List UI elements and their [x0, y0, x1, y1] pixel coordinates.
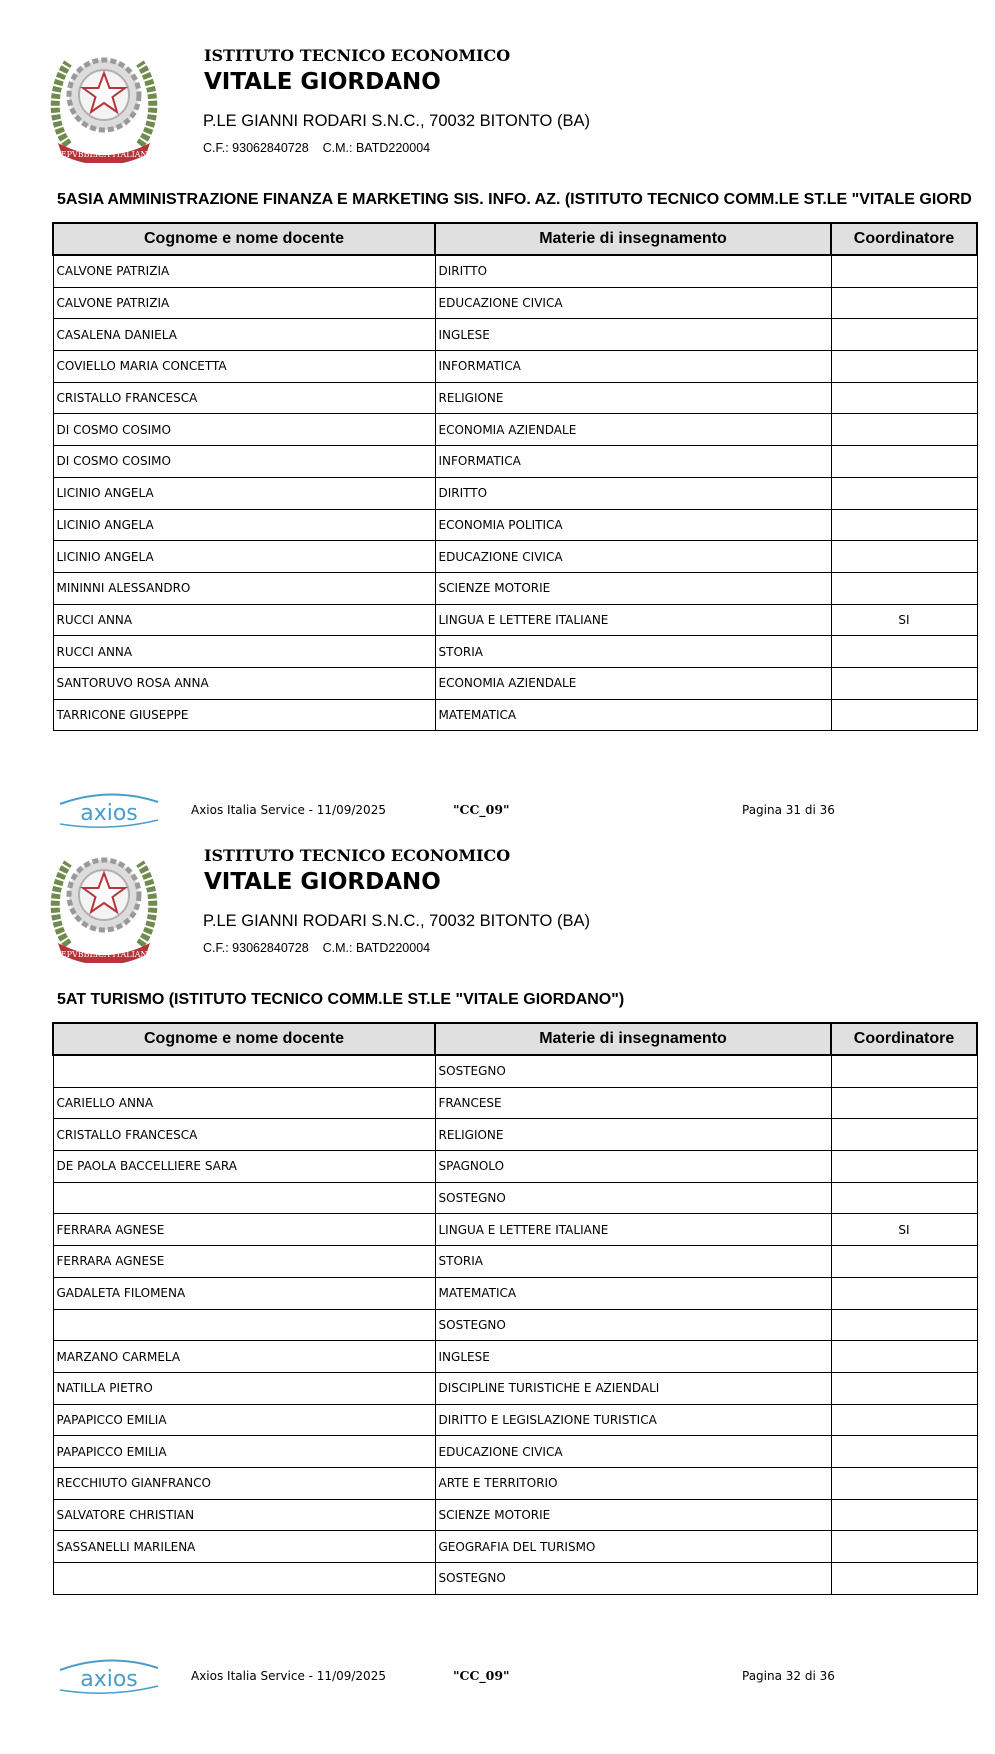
teacher-cell — [53, 1055, 435, 1087]
fiscal-code: C.F.: 93062840728 — [203, 141, 309, 155]
table-row — [53, 1436, 977, 1468]
coordinator-cell — [831, 1563, 977, 1595]
emblem-text: REPVBBLICA ITALIANA — [54, 950, 154, 959]
axios-logo-text: axios — [80, 1667, 138, 1692]
subject-cell: SOSTEGNO — [435, 1182, 831, 1214]
teacher-cell: RECCHIUTO GIANFRANCO — [53, 1467, 435, 1499]
teacher-cell: RUCCI ANNA — [53, 636, 435, 668]
teacher-cell: SASSANELLI MARILENA — [53, 1531, 435, 1563]
coordinator-cell — [831, 1372, 977, 1404]
coordinator-cell — [831, 1467, 977, 1499]
table-row — [53, 351, 977, 383]
coordinator-cell — [831, 446, 977, 478]
school-name: VITALE GIORDANO — [204, 69, 441, 95]
table-row — [53, 287, 977, 319]
table-row — [53, 1309, 977, 1341]
teacher-cell: COVIELLO MARIA CONCETTA — [53, 351, 435, 383]
coordinator-cell — [831, 699, 977, 731]
column-header-teacher: Cognome e nome docente — [53, 1023, 435, 1055]
coordinator-cell — [831, 477, 977, 509]
republic-emblem-icon — [48, 845, 160, 963]
subject-cell: DIRITTO — [435, 477, 831, 509]
coordinator-cell — [831, 1119, 977, 1151]
teacher-cell: SANTORUVO ROSA ANNA — [53, 667, 435, 699]
teacher-cell: LICINIO ANGELA — [53, 541, 435, 573]
column-header-coordinator: Coordinatore — [831, 1023, 977, 1055]
teacher-cell: DE PAOLA BACCELLIERE SARA — [53, 1151, 435, 1183]
subject-cell: FRANCESE — [435, 1087, 831, 1119]
table-row — [53, 382, 977, 414]
coordinator-cell — [831, 1246, 977, 1278]
column-header-coordinator: Coordinatore — [831, 223, 977, 255]
table-row — [53, 667, 977, 699]
mechanographic-code: C.M.: BATD220004 — [322, 141, 431, 155]
table-row — [53, 414, 977, 446]
table-row — [53, 1119, 977, 1151]
coordinator-cell — [831, 1531, 977, 1563]
subject-cell: SOSTEGNO — [435, 1309, 831, 1341]
mechanographic-code: C.M.: BATD220004 — [322, 941, 431, 955]
coordinator-cell — [831, 1309, 977, 1341]
subject-cell: LINGUA E LETTERE ITALIANE — [435, 1214, 831, 1246]
subject-cell: ECONOMIA AZIENDALE — [435, 414, 831, 446]
footer-service: Axios Italia Service - 11/09/2025 — [191, 803, 386, 817]
fiscal-code: C.F.: 93062840728 — [203, 941, 309, 955]
republic-emblem-icon — [48, 45, 160, 163]
table-row — [53, 699, 977, 731]
coordinator-cell — [831, 1087, 977, 1119]
axios-logo-icon — [52, 1656, 166, 1696]
table-row — [53, 1277, 977, 1309]
class-title: 5ASIA AMMINISTRAZIONE FINANZA E MARKETING SIS. INFO. AZ. (ISTITUTO TECNICO COMM.LE ST.LE "VITALE GIORD — [57, 191, 972, 208]
teacher-cell: DI COSMO COSIMO — [53, 446, 435, 478]
coordinator-cell — [831, 351, 977, 383]
table-header-row — [53, 223, 977, 255]
teacher-cell — [53, 1309, 435, 1341]
table-row — [53, 319, 977, 351]
coordinator-cell — [831, 1404, 977, 1436]
coordinator-cell — [831, 382, 977, 414]
school-codes — [203, 941, 430, 955]
table-row — [53, 604, 977, 636]
coordinator-cell — [831, 255, 977, 287]
school-address: P.LE GIANNI RODARI S.N.C., 70032 BITONTO (BA) — [203, 912, 590, 930]
table-row — [53, 255, 977, 287]
table-row — [53, 1531, 977, 1563]
teacher-cell: LICINIO ANGELA — [53, 477, 435, 509]
subject-cell: SOSTEGNO — [435, 1563, 831, 1595]
coordinator-cell — [831, 1182, 977, 1214]
subject-cell: RELIGIONE — [435, 382, 831, 414]
subject-cell: SCIENZE MOTORIE — [435, 572, 831, 604]
teacher-cell: CALVONE PATRIZIA — [53, 287, 435, 319]
table-row — [53, 541, 977, 573]
table-row — [53, 1182, 977, 1214]
coordinator-cell — [831, 1055, 977, 1087]
table-row — [53, 477, 977, 509]
table-row — [53, 1499, 977, 1531]
school-type: ISTITUTO TECNICO ECONOMICO — [204, 46, 511, 65]
axios-logo-text: axios — [80, 801, 138, 826]
coordinator-cell — [831, 667, 977, 699]
teacher-cell: MARZANO CARMELA — [53, 1341, 435, 1373]
teacher-cell: CARIELLO ANNA — [53, 1087, 435, 1119]
coordinator-cell — [831, 509, 977, 541]
table-row — [53, 1372, 977, 1404]
subject-cell: STORIA — [435, 636, 831, 668]
coordinator-cell — [831, 1277, 977, 1309]
teacher-cell: PAPAPICCO EMILIA — [53, 1404, 435, 1436]
teacher-cell: MININNI ALESSANDRO — [53, 572, 435, 604]
table-row — [53, 1214, 977, 1246]
coordinator-cell — [831, 287, 977, 319]
teacher-cell: SALVATORE CHRISTIAN — [53, 1499, 435, 1531]
table-row — [53, 572, 977, 604]
school-type: ISTITUTO TECNICO ECONOMICO — [204, 846, 511, 865]
footer-page-number: Pagina 32 di 36 — [742, 1669, 835, 1683]
footer-code: "CC_09" — [453, 1668, 510, 1683]
subject-cell: LINGUA E LETTERE ITALIANE — [435, 604, 831, 636]
coordinator-cell — [831, 1151, 977, 1183]
coordinator-cell — [831, 572, 977, 604]
subject-cell: SOSTEGNO — [435, 1055, 831, 1087]
subject-cell: ECONOMIA POLITICA — [435, 509, 831, 541]
table-header-row — [53, 1023, 977, 1055]
footer-code: "CC_09" — [453, 802, 510, 817]
table-row — [53, 509, 977, 541]
class-title: 5AT TURISMO (ISTITUTO TECNICO COMM.LE ST.LE "VITALE GIORDANO") — [57, 991, 625, 1008]
subject-cell: SCIENZE MOTORIE — [435, 1499, 831, 1531]
footer-service: Axios Italia Service - 11/09/2025 — [191, 1669, 386, 1683]
subject-cell: GEOGRAFIA DEL TURISMO — [435, 1531, 831, 1563]
teacher-cell: CALVONE PATRIZIA — [53, 255, 435, 287]
teacher-cell: GADALETA FILOMENA — [53, 1277, 435, 1309]
subject-cell: STORIA — [435, 1246, 831, 1278]
table-row — [53, 446, 977, 478]
teachers-table — [52, 1022, 978, 1595]
table-row — [53, 1246, 977, 1278]
coordinator-cell — [831, 1436, 977, 1468]
teacher-cell — [53, 1182, 435, 1214]
axios-logo-icon — [52, 790, 166, 830]
teacher-cell: FERRARA AGNESE — [53, 1246, 435, 1278]
school-address: P.LE GIANNI RODARI S.N.C., 70032 BITONTO (BA) — [203, 112, 590, 130]
table-row — [53, 1341, 977, 1373]
table-row — [53, 1467, 977, 1499]
subject-cell: EDUCAZIONE CIVICA — [435, 287, 831, 319]
teacher-cell — [53, 1563, 435, 1595]
subject-cell: INGLESE — [435, 319, 831, 351]
subject-cell: SPAGNOLO — [435, 1151, 831, 1183]
coordinator-cell — [831, 1499, 977, 1531]
teacher-cell: LICINIO ANGELA — [53, 509, 435, 541]
emblem-text: REPVBBLICA ITALIANA — [54, 150, 154, 159]
table-row — [53, 1055, 977, 1087]
subject-cell: DIRITTO E LEGISLAZIONE TURISTICA — [435, 1404, 831, 1436]
table-row — [53, 1563, 977, 1595]
table-row — [53, 1087, 977, 1119]
subject-cell: MATEMATICA — [435, 699, 831, 731]
coordinator-cell: SI — [831, 604, 977, 636]
school-name: VITALE GIORDANO — [204, 869, 441, 895]
teacher-cell: CRISTALLO FRANCESCA — [53, 1119, 435, 1151]
subject-cell: DIRITTO — [435, 255, 831, 287]
subject-cell: DISCIPLINE TURISTICHE E AZIENDALI — [435, 1372, 831, 1404]
table-row — [53, 1151, 977, 1183]
coordinator-cell — [831, 541, 977, 573]
teacher-cell: PAPAPICCO EMILIA — [53, 1436, 435, 1468]
subject-cell: INGLESE — [435, 1341, 831, 1373]
coordinator-cell: SI — [831, 1214, 977, 1246]
school-codes — [203, 141, 430, 155]
coordinator-cell — [831, 1341, 977, 1373]
subject-cell: EDUCAZIONE CIVICA — [435, 1436, 831, 1468]
teacher-cell: NATILLA PIETRO — [53, 1372, 435, 1404]
coordinator-cell — [831, 414, 977, 446]
table-row — [53, 636, 977, 668]
teacher-cell: RUCCI ANNA — [53, 604, 435, 636]
subject-cell: EDUCAZIONE CIVICA — [435, 541, 831, 573]
subject-cell: RELIGIONE — [435, 1119, 831, 1151]
column-header-subject: Materie di insegnamento — [435, 1023, 831, 1055]
subject-cell: ARTE E TERRITORIO — [435, 1467, 831, 1499]
teacher-cell: CRISTALLO FRANCESCA — [53, 382, 435, 414]
teacher-cell: DI COSMO COSIMO — [53, 414, 435, 446]
subject-cell: INFORMATICA — [435, 351, 831, 383]
column-header-teacher: Cognome e nome docente — [53, 223, 435, 255]
column-header-subject: Materie di insegnamento — [435, 223, 831, 255]
coordinator-cell — [831, 636, 977, 668]
table-row — [53, 1404, 977, 1436]
coordinator-cell — [831, 319, 977, 351]
footer-page-number: Pagina 31 di 36 — [742, 803, 835, 817]
subject-cell: MATEMATICA — [435, 1277, 831, 1309]
subject-cell: ECONOMIA AZIENDALE — [435, 667, 831, 699]
teacher-cell: TARRICONE GIUSEPPE — [53, 699, 435, 731]
teacher-cell: FERRARA AGNESE — [53, 1214, 435, 1246]
teachers-table — [52, 222, 978, 731]
subject-cell: INFORMATICA — [435, 446, 831, 478]
teacher-cell: CASALENA DANIELA — [53, 319, 435, 351]
